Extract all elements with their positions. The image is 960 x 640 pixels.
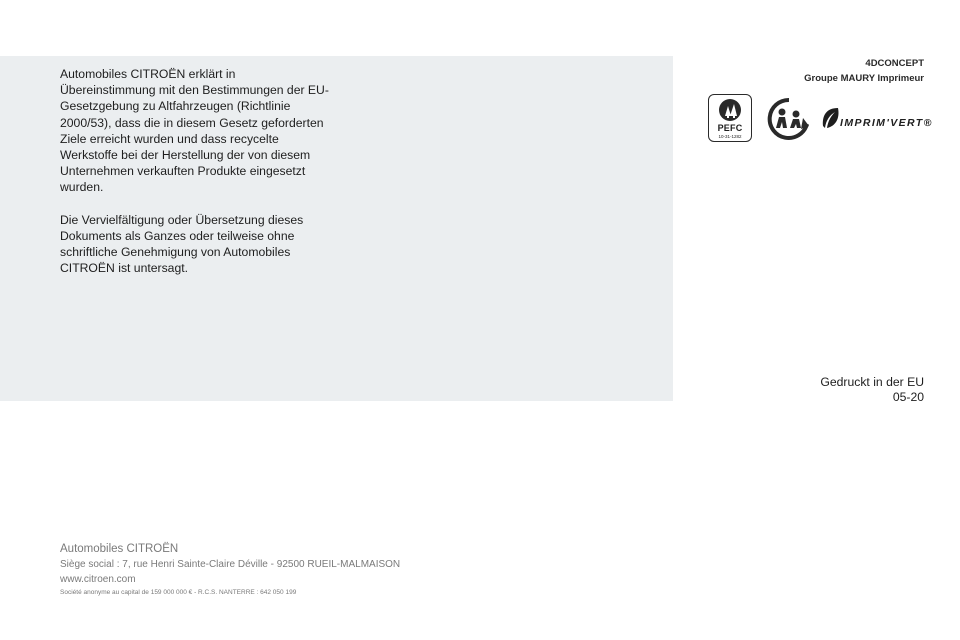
print-info <box>820 375 924 405</box>
pefc-tree-icon <box>716 98 744 122</box>
certification-logos <box>708 94 933 146</box>
legal-notice <box>60 66 330 292</box>
recycling-statement: Automobiles CITROËN erklärt in Übereinstimmung mit den Bestimmungen der EU-Gesetzgebung zu Altfahrzeugen (Richtlinie 2000/53), dass die in diesem Gesetz geforderten Ziele erreicht wurden und dass recycelte Werkstoffe bei der Herstellung der von diesem Unternehmen verkauften Produkte eingesetzt wurden. <box>60 67 329 195</box>
printer-name: 4DCONCEPT <box>865 58 924 69</box>
copyright-statement: Die Vervielfältigung oder Übersetzung dieses Dokuments als Ganzes oder teilweise ohne schriftliche Genehmigung von Automobiles CITROËN ist untersagt. <box>60 212 304 276</box>
leaf-icon <box>820 106 840 130</box>
printed-location: Gedruckt in der EU <box>820 375 924 389</box>
pefc-label: PEFC <box>717 123 743 133</box>
company-footer <box>60 542 400 598</box>
imprimvert-label: IMPRIM'VERT® <box>840 117 933 129</box>
pefc-code: 10-31-1282 <box>718 134 742 139</box>
print-date: 05-20 <box>892 390 924 404</box>
printer-info <box>804 56 924 86</box>
company-registration: Société anonyme au capital de 159 000 000 € - R.C.S. NANTERRE : 642 050 199 <box>60 589 297 596</box>
pefc-logo <box>708 94 752 142</box>
company-website[interactable]: www.citroen.com <box>60 574 136 585</box>
company-address: Siège social : 7, rue Henri Sainte-Claire Déville - 92500 RUEIL-MALMAISON <box>60 559 401 570</box>
company-name: Automobiles CITROËN <box>60 543 179 555</box>
recycling-triman-icon <box>766 96 812 142</box>
printer-group: Groupe MAURY Imprimeur <box>804 73 924 84</box>
